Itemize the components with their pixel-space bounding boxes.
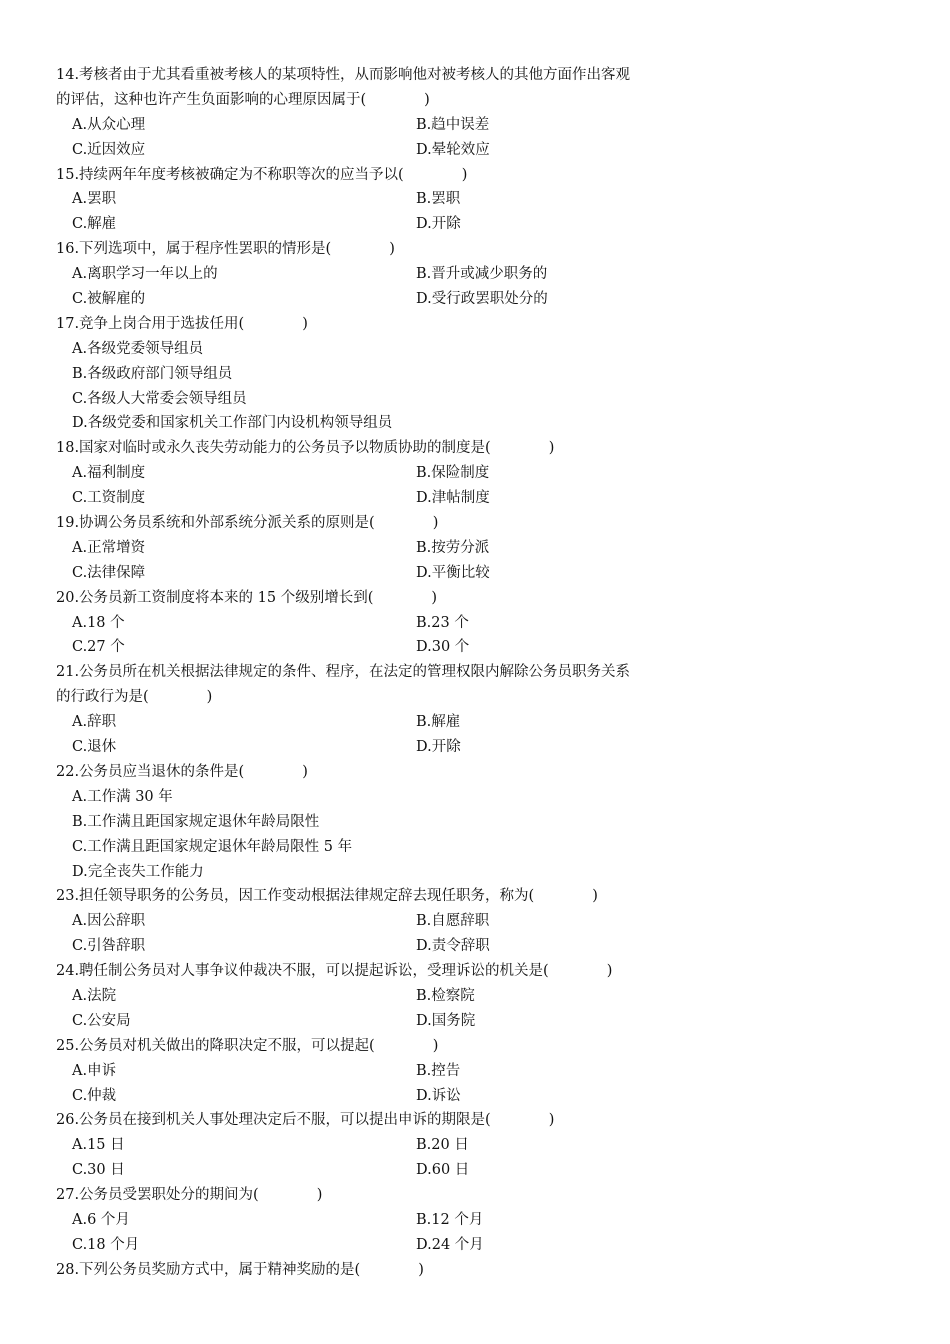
answer-option: B.趋中误差: [416, 116, 490, 133]
question-block: [56, 1108, 736, 1183]
answer-option: A.15 日: [72, 1137, 125, 1154]
option-row: [56, 337, 736, 362]
answer-option: C.27 个: [72, 639, 125, 656]
answer-option: B.按劳分派: [416, 539, 490, 556]
answer-option: D.各级党委和国家机关工作部门内设机构领导组员: [72, 415, 393, 432]
answer-option: A.福利制度: [72, 465, 146, 482]
answer-option: C.仲裁: [72, 1087, 117, 1104]
answer-option: D.诉讼: [416, 1087, 461, 1104]
answer-option: A.工作满 30 年: [72, 788, 173, 805]
answer-option: B.罢职: [416, 191, 461, 208]
answer-option: C.30 日: [72, 1162, 125, 1179]
question-text: 19.协调公务员系统和外部系统分派关系的原则是( ): [56, 515, 439, 532]
question-block: [56, 884, 736, 959]
question-block: [56, 1258, 736, 1283]
option-row: [56, 1133, 736, 1158]
option-row: [56, 611, 736, 636]
option-row: [56, 984, 736, 1009]
answer-option: C.引咎辞职: [72, 938, 146, 955]
answer-option: C.工资制度: [72, 490, 146, 507]
question-block: [56, 660, 736, 760]
answer-option: D.开除: [416, 216, 461, 233]
option-row: [56, 387, 736, 412]
answer-option: A.从众心理: [72, 116, 146, 133]
answer-option: C.退休: [72, 739, 117, 756]
answer-option: B.控告: [416, 1062, 461, 1079]
answer-option: C.解雇: [72, 216, 117, 233]
answer-option: B.工作满且距国家规定退休年龄局限性: [72, 813, 320, 830]
question-text: 26.公务员在接到机关人事处理决定后不服，可以提出申诉的期限是( ): [56, 1112, 555, 1129]
option-row: [56, 735, 736, 760]
question-block: [56, 163, 736, 238]
question-text: 16.下列选项中，属于程序性罢职的情形是( ): [56, 241, 395, 258]
answer-option: B.12 个月: [416, 1211, 484, 1228]
question-text: 21.公务员所在机关根据法律规定的条件、程序，在法定的管理权限内解除公务员职务关系: [56, 664, 631, 681]
question-block: [56, 760, 736, 884]
option-row: [56, 810, 736, 835]
answer-option: C.公安局: [72, 1012, 131, 1029]
option-row: [56, 113, 736, 138]
answer-option: A.正常增资: [72, 539, 146, 556]
option-row: [56, 461, 736, 486]
answer-option: D.晕轮效应: [416, 141, 490, 158]
question-text: 25.公务员对机关做出的降职决定不服，可以提起( ): [56, 1037, 439, 1054]
question-block: [56, 237, 736, 312]
question-text: 23.担任领导职务的公务员，因工作变动根据法律规定辞去现任职务，称为( ): [56, 888, 598, 905]
question-text: 20.公务员新工资制度将本来的 15 个级别增长到( ): [56, 589, 438, 606]
option-row: [56, 1009, 736, 1034]
option-row: [56, 1084, 736, 1109]
question-text: 28.下列公务员奖励方式中，属于精神奖励的是( ): [56, 1261, 424, 1278]
question-block: [56, 959, 736, 1034]
option-row: [56, 362, 736, 387]
option-row: [56, 187, 736, 212]
answer-option: A.各级党委领导组员: [72, 340, 204, 357]
answer-option: C.18 个月: [72, 1236, 140, 1253]
answer-option: C.法律保障: [72, 564, 146, 581]
question-text: 14.考核者由于尤其看重被考核人的某项特性，从而影响他对被考核人的其他方面作出客观: [56, 67, 631, 83]
option-row: [56, 909, 736, 934]
answer-option: B.23 个: [416, 614, 469, 631]
option-row: [56, 1158, 736, 1183]
option-row: [56, 785, 736, 810]
question-block: [56, 1183, 736, 1258]
option-row: [56, 411, 736, 436]
question-text: 22.公务员应当退休的条件是( ): [56, 763, 308, 780]
question-text: 24.聘任制公务员对人事争议仲裁决不服，可以提起诉讼，受理诉讼的机关是( ): [56, 963, 613, 980]
question-block: [56, 312, 736, 436]
answer-option: A.18 个: [72, 614, 125, 631]
option-row: [56, 860, 736, 885]
option-row: [56, 262, 736, 287]
question-block: [56, 1034, 736, 1109]
answer-option: A.6 个月: [72, 1211, 130, 1228]
answer-option: C.各级人大常委会领导组员: [72, 390, 247, 407]
answer-option: B.检察院: [416, 987, 475, 1004]
answer-option: B.20 日: [416, 1137, 469, 1154]
answer-option: B.解雇: [416, 714, 461, 731]
answer-option: B.自愿辞职: [416, 913, 490, 930]
answer-option: A.离职学习一年以上的: [72, 266, 218, 283]
option-row: [56, 287, 736, 312]
answer-option: D.责令辞职: [416, 938, 490, 955]
answer-option: D.开除: [416, 739, 461, 756]
option-row: [56, 138, 736, 163]
option-row: [56, 710, 736, 735]
answer-option: D.津帖制度: [416, 490, 490, 507]
exam-page: [56, 63, 736, 1283]
answer-option: B.晋升或减少职务的: [416, 266, 548, 283]
option-row: [56, 934, 736, 959]
answer-option: A.法院: [72, 987, 117, 1004]
question-block: [56, 586, 736, 661]
option-row: [56, 486, 736, 511]
option-row: [56, 561, 736, 586]
answer-option: C.近因效应: [72, 141, 146, 158]
option-row: [56, 536, 736, 561]
question-text: 的行政行为是( ): [56, 689, 213, 706]
answer-option: C.工作满且距国家规定退休年龄局限性 5 年: [72, 838, 353, 855]
answer-option: B.各级政府部门领导组员: [72, 365, 233, 382]
option-row: [56, 1208, 736, 1233]
answer-option: B.保险制度: [416, 465, 490, 482]
answer-option: A.罢职: [72, 191, 117, 208]
option-row: [56, 1059, 736, 1084]
question-text: 18.国家对临时或永久丧失劳动能力的公务员予以物质协助的制度是( ): [56, 440, 555, 457]
answer-option: D.30 个: [416, 639, 470, 656]
answer-option: D.24 个月: [416, 1236, 484, 1253]
option-row: [56, 212, 736, 237]
question-text: 的评估，这种也许产生负面影响的心理原因属于( ): [56, 91, 430, 108]
option-row: [56, 1233, 736, 1258]
answer-option: A.因公辞职: [72, 913, 146, 930]
answer-option: D.受行政罢职处分的: [416, 291, 548, 308]
question-block: [56, 63, 736, 163]
question-text: 15.持续两年年度考核被确定为不称职等次的应当予以( ): [56, 166, 468, 183]
question-text: 27.公务员受罢职处分的期间为( ): [56, 1187, 323, 1204]
question-block: [56, 436, 736, 511]
option-row: [56, 835, 736, 860]
answer-option: C.被解雇的: [72, 291, 146, 308]
question-block: [56, 511, 736, 586]
answer-option: D.平衡比较: [416, 564, 490, 581]
answer-option: A.申诉: [72, 1062, 117, 1079]
answer-option: D.60 日: [416, 1162, 470, 1179]
answer-option: D.完全丧失工作能力: [72, 863, 204, 880]
answer-option: A.辞职: [72, 714, 117, 731]
question-text: 17.竞争上岗合用于选拔任用( ): [56, 315, 308, 332]
answer-option: D.国务院: [416, 1012, 476, 1029]
option-row: [56, 635, 736, 660]
